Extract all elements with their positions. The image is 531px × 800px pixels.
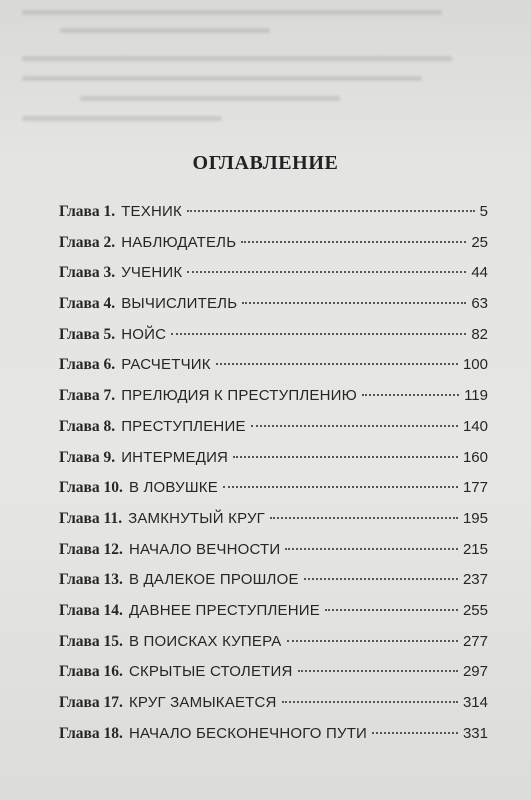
toc-entry[interactable] [59, 264, 488, 295]
toc-entry[interactable] [59, 510, 488, 541]
chapter-page-number: 314 [462, 694, 488, 711]
chapter-number: Глава 13. [59, 571, 123, 589]
dot-leader [251, 425, 458, 427]
chapter-number: Глава 16. [59, 663, 123, 681]
chapter-number: Глава 9. [59, 448, 116, 466]
chapter-page-number: 5 [479, 203, 488, 220]
toc-entry[interactable] [59, 663, 488, 694]
toc-entry[interactable] [59, 541, 488, 572]
dot-leader [216, 363, 458, 365]
dot-leader [285, 548, 458, 550]
toc-entry[interactable] [59, 418, 488, 449]
chapter-title: УЧЕНИК [121, 264, 183, 282]
dot-leader [304, 578, 458, 580]
toc-entry[interactable] [59, 203, 488, 234]
chapter-title: НОЙС [121, 325, 167, 343]
toc-entry[interactable] [59, 356, 488, 387]
chapter-number: Глава 10. [59, 479, 123, 497]
chapter-title: ЗАМКНУТЫЙ КРУГ [128, 509, 265, 527]
dot-leader [362, 394, 459, 396]
chapter-page-number: 119 [464, 387, 488, 405]
dot-leader [187, 271, 466, 273]
toc-entry[interactable] [59, 725, 488, 756]
chapter-page-number: 177 [462, 479, 488, 497]
chapter-page-number: 237 [462, 571, 488, 589]
chapter-title: ПРЕЛЮДИЯ К ПРЕСТУПЛЕНИЮ [121, 387, 357, 405]
chapter-page-number: 215 [462, 540, 488, 558]
toc-entry[interactable] [59, 602, 488, 633]
chapter-number: Глава 17. [59, 694, 123, 711]
dot-leader [171, 333, 466, 335]
dot-leader [241, 241, 466, 243]
chapter-title: ПРЕСТУПЛЕНИЕ [121, 417, 246, 435]
dot-leader [325, 609, 458, 611]
chapter-title: ВЫЧИСЛИТЕЛЬ [121, 295, 238, 313]
chapter-title: В ПОИСКАХ КУПЕРА [128, 632, 282, 650]
dot-leader [287, 640, 458, 642]
chapter-page-number: 25 [471, 233, 488, 251]
toc-entry[interactable] [59, 479, 488, 510]
chapter-number: Глава 15. [59, 632, 123, 650]
dot-leader [270, 517, 458, 519]
toc-entry[interactable] [59, 234, 488, 265]
chapter-title: НАЧАЛО БЕСКОНЕЧНОГО ПУТИ [128, 724, 368, 742]
chapter-page-number: 297 [462, 663, 488, 681]
dot-leader [372, 732, 458, 734]
toc-entry[interactable] [59, 571, 488, 602]
chapter-title: В ДАЛЕКОЕ ПРОШЛОЕ [128, 571, 299, 589]
chapter-page-number: 331 [462, 724, 488, 742]
dot-leader [298, 670, 458, 672]
dot-leader [233, 456, 458, 458]
toc-entry[interactable] [59, 694, 488, 725]
chapter-number: Глава 8. [59, 417, 116, 435]
chapter-number: Глава 4. [59, 295, 116, 313]
dot-leader [187, 210, 475, 212]
chapter-page-number: 100 [462, 356, 488, 374]
chapter-title: НАЧАЛО ВЕЧНОСТИ [128, 540, 281, 558]
chapter-number: Глава 11. [59, 509, 123, 527]
chapter-title: ДАВНЕЕ ПРЕСТУПЛЕНИЕ [128, 601, 320, 619]
toc-entry[interactable] [59, 449, 488, 480]
chapter-number: Глава 12. [59, 540, 123, 558]
chapter-page-number: 160 [462, 448, 488, 466]
chapter-title: ТЕХНИК [121, 203, 182, 220]
chapter-number: Глава 3. [59, 264, 116, 282]
toc-entry[interactable] [59, 295, 488, 326]
chapter-number: Глава 6. [59, 356, 116, 374]
chapter-number: Глава 2. [59, 233, 116, 251]
chapter-title: СКРЫТЫЕ СТОЛЕТИЯ [128, 663, 293, 681]
chapter-page-number: 82 [471, 325, 488, 343]
page-title: ОГЛАВЛЕНИЕ [192, 152, 339, 174]
toc-entry[interactable] [59, 326, 488, 357]
chapter-number: Глава 5. [59, 325, 116, 343]
bleed-through-text [0, 0, 531, 140]
chapter-title: НАБЛЮДАТЕЛЬ [121, 233, 237, 251]
chapter-title: ИНТЕРМЕДИЯ [121, 448, 229, 466]
dot-leader [282, 701, 458, 703]
dot-leader [242, 302, 466, 304]
chapter-page-number: 255 [462, 601, 488, 619]
chapter-page-number: 63 [471, 295, 488, 313]
chapter-page-number: 44 [471, 264, 488, 282]
chapter-number: Глава 14. [59, 601, 123, 619]
chapter-number: Глава 18. [59, 724, 123, 742]
chapter-title: КРУГ ЗАМЫКАЕТСЯ [128, 694, 277, 711]
toc-entry[interactable] [59, 633, 488, 664]
chapter-page-number: 195 [462, 509, 488, 527]
chapter-title: РАСЧЕТЧИК [121, 356, 211, 374]
chapter-page-number: 277 [462, 632, 488, 650]
toc-entry[interactable] [59, 387, 488, 418]
dot-leader [223, 486, 458, 488]
chapter-number: Глава 7. [59, 387, 116, 405]
chapter-title: В ЛОВУШКЕ [128, 479, 218, 497]
chapter-number: Глава 1. [59, 203, 116, 220]
table-of-contents [59, 203, 488, 755]
chapter-page-number: 140 [462, 417, 488, 435]
